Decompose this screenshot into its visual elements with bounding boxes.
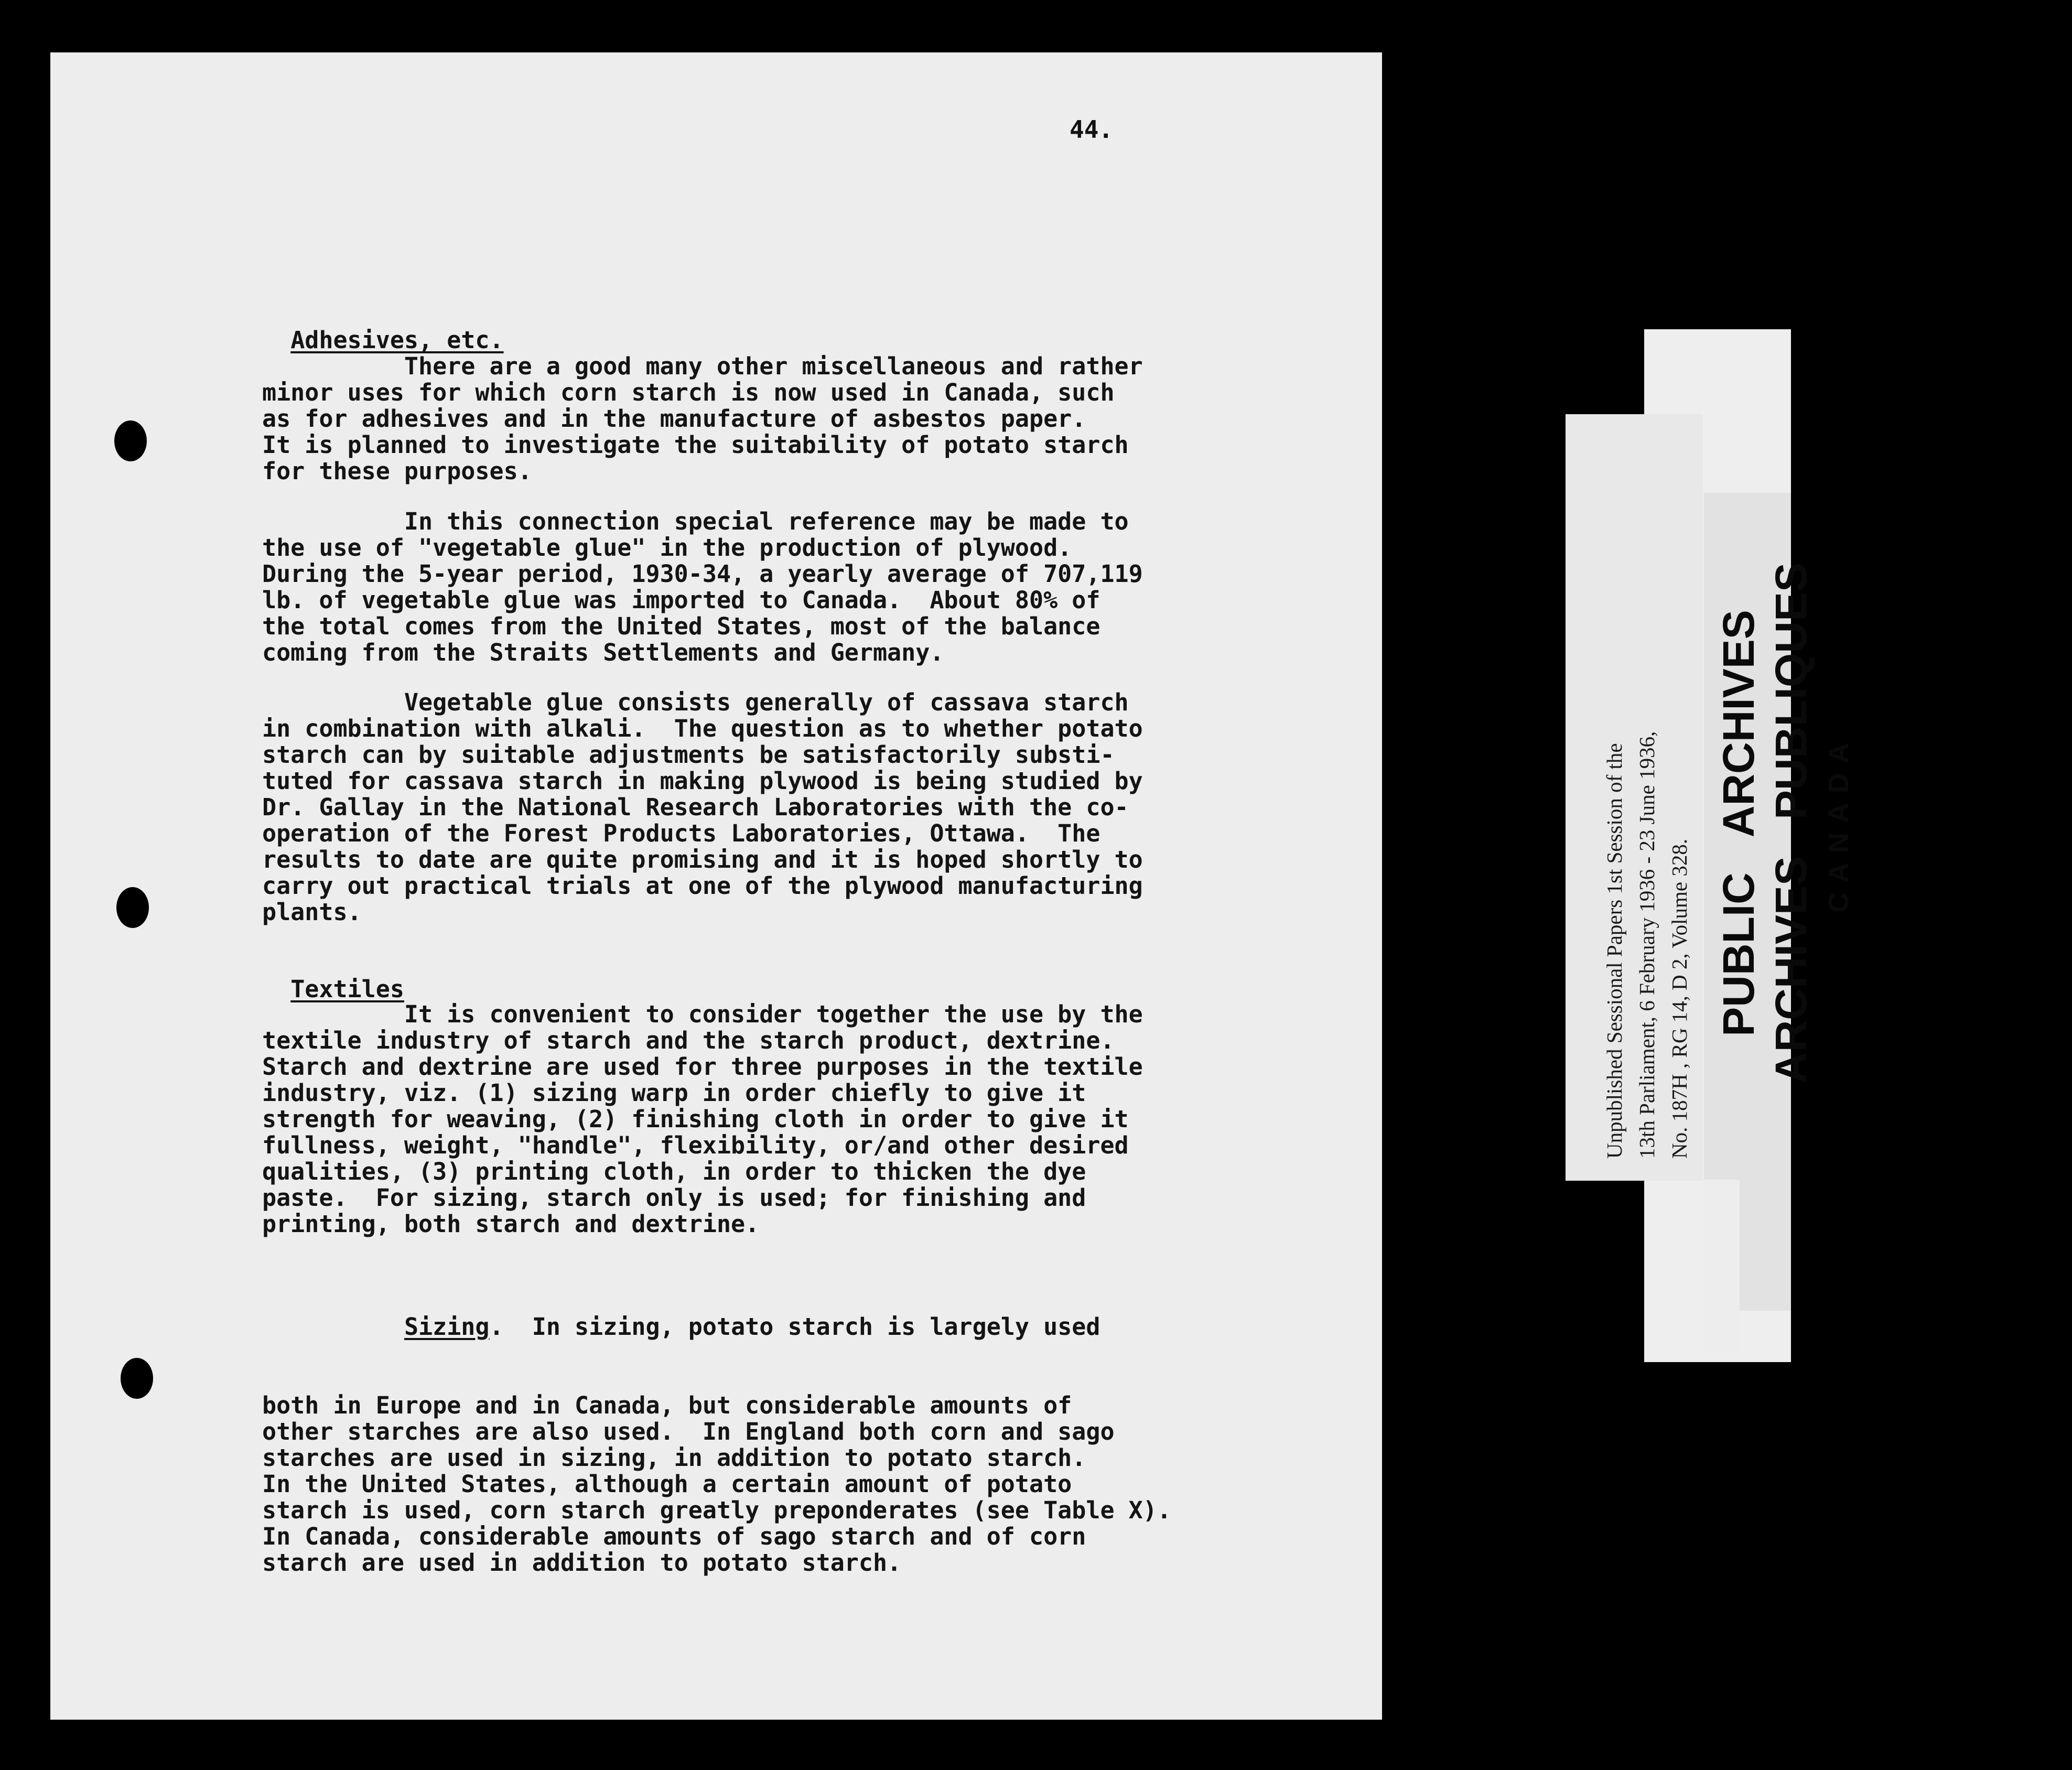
text-line: as for adhesives and in the manufacture of asbestos paper. bbox=[262, 405, 1086, 433]
textiles-heading-text: Textiles bbox=[290, 975, 404, 1003]
punch-hole-bottom bbox=[121, 1358, 153, 1399]
text-line: coming from the Straits Settlements and Germany. bbox=[262, 639, 944, 666]
text-line: the use of "vegetable glue" in the production of plywood. bbox=[262, 534, 1072, 562]
text-line: for these purposes. bbox=[262, 457, 532, 485]
sizing-first-line-rest: . In sizing, potato starch is largely used bbox=[489, 1313, 1100, 1341]
text-line: Unpublished Sessional Papers 1st Session of the bbox=[1602, 743, 1626, 1159]
text-line: During the 5-year period, 1930-34, a yearly average of 707,119 bbox=[262, 560, 1143, 588]
text-line: industry, viz. (1) sizing warp in order chiefly to give it bbox=[262, 1079, 1086, 1107]
text-line: in combination with alkali. The question as to whether potato bbox=[262, 715, 1143, 742]
sizing-heading: Sizing bbox=[404, 1313, 490, 1341]
text-line: lb. of vegetable glue was imported to Canada. About 80% of bbox=[262, 586, 1100, 614]
text-line: both in Europe and in Canada, but considerable amounts of bbox=[262, 1391, 1072, 1419]
text-line: printing, both starch and dextrine. bbox=[262, 1210, 760, 1238]
sizing-lines bbox=[262, 1393, 1311, 1576]
sizing-first-line bbox=[262, 1314, 1311, 1340]
text-line: carry out practical trials at one of the plywood manufacturing bbox=[262, 872, 1143, 900]
text-line: No. 187H , RG 14, D 2, Volume 328. bbox=[1667, 838, 1691, 1159]
text-line: It is convenient to consider together the use by the bbox=[262, 1000, 1143, 1028]
text-line: starch can by suitable adjustments be satisfactorily substi- bbox=[262, 741, 1115, 769]
text-line: starches are used in sizing, in addition to potato starch. bbox=[262, 1444, 1086, 1472]
text-line: Starch and dextrine are used for three purposes in the textile bbox=[262, 1053, 1143, 1081]
text-line: In this connection special reference may be made to bbox=[262, 508, 1129, 535]
text-line: operation of the Forest Products Laboratories, Ottawa. The bbox=[262, 819, 1100, 847]
text-line: There are a good many other miscellaneous and rather bbox=[262, 352, 1143, 380]
text-line: plants. bbox=[262, 898, 362, 926]
public-archives-stamp bbox=[1713, 540, 1857, 1106]
text-line: results to date are quite promising and it is hoped shortly to bbox=[262, 846, 1143, 873]
text-line: paste. For sizing, starch only is used; for finishing and bbox=[262, 1184, 1086, 1212]
punch-hole-top bbox=[114, 420, 147, 461]
page-number: 44. bbox=[1070, 115, 1114, 144]
punch-hole-middle bbox=[116, 887, 149, 928]
text-line: Dr. Gallay in the National Research Laboratories with the co- bbox=[262, 793, 1129, 821]
text-line: fullness, weight, "handle", flexibility, or/and other desired bbox=[262, 1131, 1129, 1159]
adhesives-paragraph-2 bbox=[262, 509, 1311, 666]
text-line: starch are used in addition to potato starch. bbox=[262, 1549, 902, 1577]
stamp-line-english: PUBLIC ARCHIVES bbox=[1714, 610, 1763, 1037]
adhesives-heading-text: Adhesives, etc. bbox=[290, 326, 504, 354]
text-line: minor uses for which corn starch is now used in Canada, such bbox=[262, 379, 1115, 406]
adhesives-paragraph-1 bbox=[262, 353, 1311, 484]
text-line: Vegetable glue consists generally of cassava starch bbox=[262, 688, 1129, 716]
text-line: 13th Parliament, 6 February 1936 - 23 June 1936, bbox=[1635, 731, 1659, 1159]
stamp-line-canada: CANADA bbox=[1823, 733, 1854, 913]
text-line: It is planned to investigate the suitability of potato starch bbox=[262, 431, 1129, 459]
text-line: starch is used, corn starch greatly preponderates (see Table X). bbox=[262, 1496, 1171, 1524]
archive-card-tab bbox=[1703, 1180, 1740, 1353]
text-line: In Canada, considerable amounts of sago starch and of corn bbox=[262, 1523, 1086, 1550]
text-line: strength for weaving, (2) finishing cloth in order to give it bbox=[262, 1105, 1129, 1133]
adhesives-paragraph-3 bbox=[262, 689, 1311, 925]
textiles-paragraph-1 bbox=[262, 1001, 1311, 1237]
text-line: In the United States, although a certain amount of potato bbox=[262, 1470, 1072, 1498]
text-line: textile industry of starch and the starch product, dextrine. bbox=[262, 1027, 1115, 1054]
text-line: qualities, (3) printing cloth, in order to thicken the dye bbox=[262, 1158, 1086, 1185]
sizing-indent bbox=[262, 1313, 404, 1341]
adhesives-heading bbox=[262, 301, 1311, 353]
text-line: tuted for cassava starch in making plywood is being studied by bbox=[262, 767, 1143, 795]
text-line: other starches are also used. In England both corn and sago bbox=[262, 1418, 1115, 1445]
textiles-heading bbox=[262, 950, 1311, 1002]
stamp-line-french: ARCHIVES PUBLIQUES bbox=[1766, 562, 1816, 1084]
text-line: the total comes from the United States, most of the balance bbox=[262, 612, 1100, 640]
sizing-paragraph bbox=[262, 1261, 1311, 1602]
archive-citation bbox=[1598, 731, 1696, 1159]
